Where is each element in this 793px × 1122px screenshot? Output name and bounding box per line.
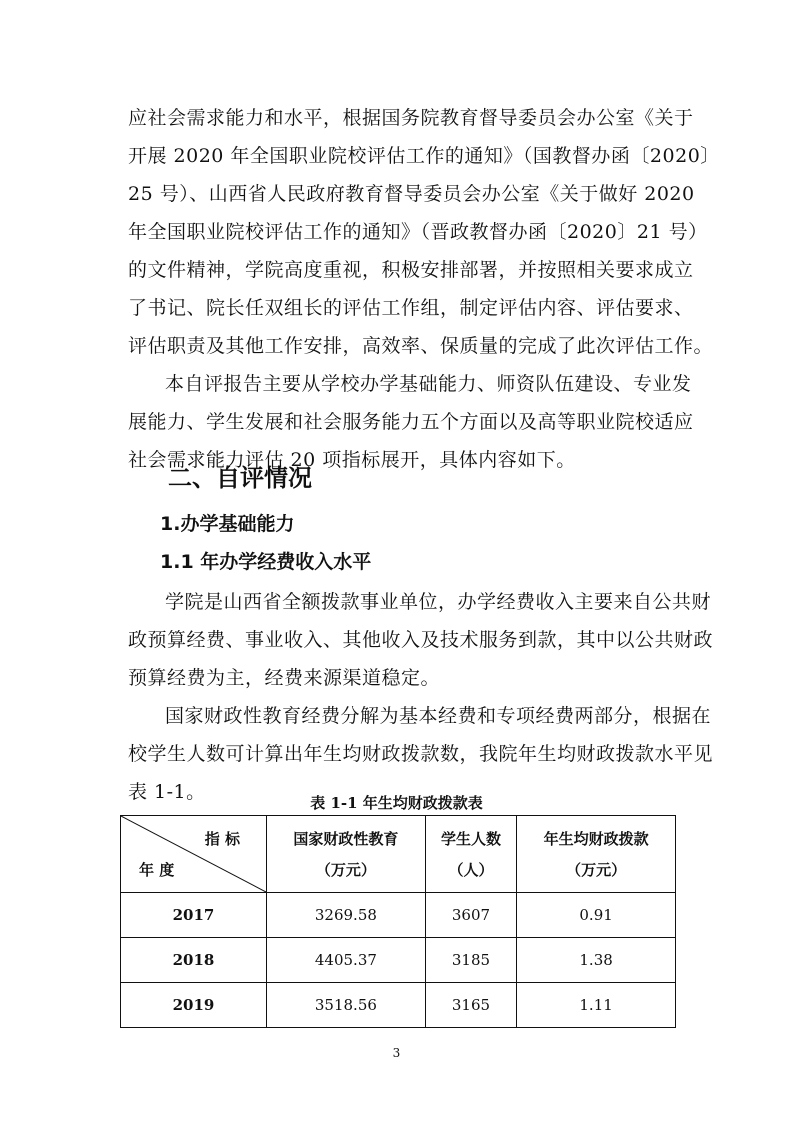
text-line: 的文件精神，学院高度重视，积极安排部署，并按照相关要求成立 — [128, 259, 694, 281]
cell-students: 3607 — [425, 893, 516, 938]
text-line: 校学生人数可计算出年生均财政拨款数，我院年生均财政拨款水平见 — [128, 743, 714, 765]
header-students — [425, 816, 516, 893]
text-line: 展能力、学生发展和社会服务能力五个方面以及高等职业院校适应 — [128, 411, 694, 433]
header-students-unit: （人） — [448, 861, 494, 879]
funding-table — [120, 815, 676, 1028]
cell-funding: 4405.37 — [267, 938, 426, 983]
subsubsection-heading: 1.1 年办学经费收入水平 — [160, 551, 372, 573]
text-line: 年全国职业院校评估工作的通知》（晋政教督办函〔2020〕21 号） — [128, 221, 708, 243]
table-row — [121, 983, 676, 1028]
subsection-heading: 1.办学基础能力 — [160, 513, 295, 535]
text-line: 本自评报告主要从学校办学基础能力、师资队伍建设、专业发 — [165, 373, 692, 395]
text-line: 25 号）、山西省人民政府教育督导委员会办公室《关于做好 2020 — [128, 183, 695, 205]
corner-label-year: 年 度 — [139, 861, 175, 879]
cell-per-student: 1.11 — [517, 983, 676, 1028]
cell-per-student: 0.91 — [517, 893, 676, 938]
cell-year: 2019 — [121, 983, 267, 1028]
corner-label-indicator: 指 标 — [204, 830, 240, 848]
text-line: 开展 2020 年全国职业院校评估工作的通知》（国教督办函〔2020〕 — [128, 145, 720, 167]
header-per-student-line1: 年生均财政拨款 — [543, 830, 649, 848]
cell-year: 2017 — [121, 893, 267, 938]
cell-funding: 3269.58 — [267, 893, 426, 938]
table-row — [121, 893, 676, 938]
page-number: 3 — [392, 1046, 401, 1060]
text-line: 政预算经费、事业收入、其他收入及技术服务到款，其中以公共财政 — [128, 629, 714, 651]
header-funding-line1: 国家财政性教育 — [293, 830, 399, 848]
text-line: 预算经费为主，经费来源渠道稳定。 — [128, 667, 441, 689]
text-line: 社会需求能力评估 20 项指标展开，具体内容如下。 — [128, 449, 576, 471]
header-per-student — [517, 816, 676, 893]
cell-year: 2018 — [121, 938, 267, 983]
text-line: 了书记、院长任双组长的评估工作组，制定评估内容、评估要求、 — [128, 297, 694, 319]
header-funding-unit: （万元） — [315, 861, 376, 879]
text-line: 学院是山西省全额拨款事业单位，办学经费收入主要来自公共财 — [165, 591, 712, 613]
table-header-row — [121, 816, 676, 893]
cell-students: 3185 — [425, 938, 516, 983]
text-line: 国家财政性教育经费分解为基本经费和专项经费两部分，根据在 — [165, 705, 712, 727]
table-row — [121, 938, 676, 983]
header-students-line1: 学生人数 — [440, 830, 501, 848]
table-caption: 表 1-1 年生均财政拨款表 — [310, 794, 483, 812]
text-line: 评估职责及其他工作安排，高效率、保质量的完成了此次评估工作。 — [128, 335, 714, 357]
text-line: 应社会需求能力和水平，根据国务院教育督导委员会办公室《关于 — [128, 107, 694, 129]
header-funding — [267, 816, 426, 893]
table-corner-cell — [121, 816, 267, 893]
header-per-student-unit: （万元） — [566, 861, 627, 879]
cell-per-student: 1.38 — [517, 938, 676, 983]
text-line: 表 1-1。 — [128, 781, 206, 803]
diagonal-line — [121, 816, 266, 892]
cell-funding: 3518.56 — [267, 983, 426, 1028]
cell-students: 3165 — [425, 983, 516, 1028]
section-heading: 二、自评情况 — [168, 464, 312, 492]
